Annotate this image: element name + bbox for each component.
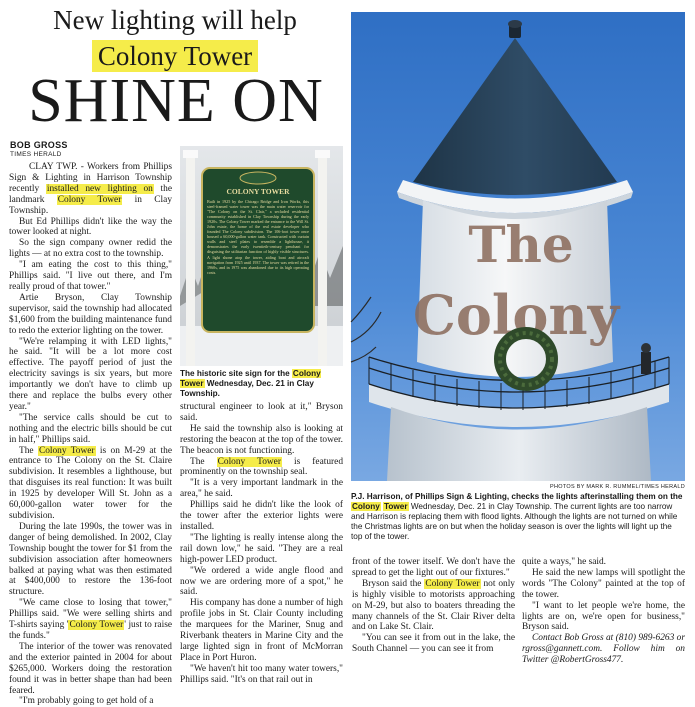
headline-line-3: SHINE ON (28, 67, 324, 135)
historic-sign-photo (180, 146, 343, 366)
tower-photo-caption: P.J. Harrison, of Phillips Sign & Lighting, checks the lights afterinstalling them on the Colony Tower Wednesday, Dec. 21 in Clay Township. The current lights are too narrow and Harrison is replacing them with flood lights. Although the lights are not turned on while the Christmas lights are on but when the holiday season is over the lights will light up the top of the tower. (351, 492, 683, 541)
article-column-1 (9, 162, 172, 707)
highlight: Colony Tower (180, 369, 321, 388)
paragraph: "We haven't hit too many water towers," Phillips said. "It's on that rail out in (180, 663, 343, 685)
paragraph: "You can see it from out in the lake, the South Channel — you can see it from (352, 633, 515, 655)
highlight: Colony Tower (57, 194, 122, 205)
byline-author: BOB GROSS (10, 140, 68, 150)
tower-word-colony: Colony (412, 283, 620, 347)
paragraph: He said the township also is looking at restoring the beacon at the top of the tower. The beacon is not functioning. (180, 423, 343, 456)
highlight: Colony Tower (69, 620, 124, 631)
paragraph: CLAY TWP. - Workers from Phillips Sign & Lighting in Harrison Township recently installed new lighting on the landmark Colony Tower in Clay Township. (9, 162, 173, 216)
highlight: installed new lighting on (46, 183, 153, 194)
paragraph: Bryson said the Colony Tower not only is highly visible to motorists approaching on M-29, but also to boaters threading the many channels of the St. Clair River delta and on Lake St. Clair. (352, 578, 515, 633)
paragraph: During the late 1990s, the tower was in danger of being demolished. In 2002, Clay Township bought the tower for $1 from the subdivision association after homeowners balked at paying what was then estimated at $400,000 to restore the 136-foot structure. (9, 521, 172, 598)
sign-title: COLONY TOWER (226, 187, 290, 196)
article-column-2 (180, 402, 343, 686)
headline-line-2-highlighted: Colony Tower (92, 40, 258, 72)
paragraph: So the sign company owner redid the lights — at no extra cost to the township. (9, 238, 172, 260)
paragraph: quite a ways," he said. (522, 557, 607, 567)
paragraph: The Colony Tower is on M-29 at the entrance to The Colony on the St. Claire subdivision. It resembles a lighthouse, but that disguises its real function: It was built in 1925 by developer Will St. John as a 60,000-gallon water tower for the subdivision. (9, 445, 173, 521)
article-column-4 (522, 557, 685, 666)
paragraph: "The service calls should be cut to nothing and the electric bills should be cut in half," Phillips said. (9, 412, 172, 445)
paragraph: front of the tower itself. We don't have the spread to get the light out of our fixtures." (352, 557, 515, 578)
paragraph: "I want to let people we're home, the lights are on, we're open for business," Bryson said. (522, 600, 685, 633)
paragraph: "I am eating the cost to this thing," Phillips said. "I live out there, and I'm really proud of that tower." (9, 260, 172, 292)
sign-photo-caption: The historic site sign for the Colony Tower Wednesday, Dec. 21 in Clay Township. (180, 369, 321, 398)
paragraph: structural engineer to look at it," Bryson said. (180, 402, 343, 423)
byline-organization: TIMES HERALD (10, 151, 62, 158)
paragraph: The Colony Tower is featured prominently on the township seal. (180, 456, 344, 478)
headline-line-1: New lighting will help (53, 5, 297, 35)
sign-text: Built in 1925 by the Chicago Bridge and Iron Works, this steel-framed water tower was the main water reservoir for "The Colony on the St. Clair," a secluded residential community established in Clay Township during the early 1920s. The Colony Tower marked the entrance to the Will St. John estate, the home of the real estate developer who founded The Colony subdivision. The 106-foot tower once housed a 60,000-gallon water tank. Constructed with curtain walls and steel plates to resemble a lighthouse, it demonstrates the early twentieth-century penchant for disguising the utilitarian function of highly visible structures. A light shone atop the tower, aiding boat and aircraft navigation from 1925 until 1937. The tower was retired in the 1960s, and in 1975 was abandoned due to its high operating costs. (207, 199, 309, 275)
highlight: Colony (352, 502, 380, 511)
highlight: Colony Tower (38, 445, 95, 456)
paragraph: "It is a very important landmark in the area," he said. (180, 478, 343, 500)
paragraph: Phillips said he didn't like the look of the tower after the exterior lights were installed. (180, 500, 343, 532)
paragraph: "We're relamping it with LED lights," he said. "It will be a lot more cost effective. The payoff period of just the electricity savings is six years, but more importantly we don't have to climb up there and replace the bulbs every other year." (9, 336, 172, 412)
paragraph: "The lighting is really intense along the rail down low," he said. "They are a real high-power LED product. (180, 532, 343, 565)
colony-tower-photo (351, 12, 685, 481)
paragraph: "We ordered a wide angle flood and now we are ordering more of a spot," he said. (180, 565, 343, 598)
paragraph: But Ed Phillips didn't like the way the tower looked at night. (9, 216, 172, 238)
paragraph: "We came close to losing that tower," Phillips said. "We were selling shirts and T-shirts saying 'Colony Tower' just to raise the funds." (9, 598, 172, 641)
highlight: Colony Tower (425, 578, 480, 589)
paragraph: His company has done a number of high profile jobs in St. Clair County including the marquees for the Mariner, Snug and Riverbank theaters in Marine City and the large lighted sign in front of McMorran Place in Port Huron. (180, 598, 343, 663)
paragraph: Contact Bob Gross at (810) 989-6263 or rgross@gannett.com. Follow him on Twitter @RobertGross477. (522, 633, 685, 666)
byline (10, 140, 68, 158)
highlight: Colony Tower (217, 456, 281, 467)
highlight: Tower (384, 502, 408, 511)
headline (0, 0, 350, 135)
paragraph: Artie Bryson, Clay Township supervisor, said the township had allocated $1,600 from the building maintenance fund to redo the exterior lighting on the tower. (9, 292, 172, 336)
paragraph: The interior of the tower was renovated and the exterior painted in 2004 for about $265,000. Workers doing the restoration found it was in better shape than had been feared. (9, 641, 172, 696)
paragraph: He said the new lamps will spotlight the words "The Colony" painted at the top of the tower. (522, 567, 685, 600)
article-column-3 (352, 557, 515, 655)
photo-credit: PHOTOS BY MARK R. RUMMEL/TIMES HERALD (550, 484, 685, 490)
paragraph: "I'm probably going to get hold of a (19, 696, 154, 707)
tower-word-the: The (468, 215, 574, 274)
